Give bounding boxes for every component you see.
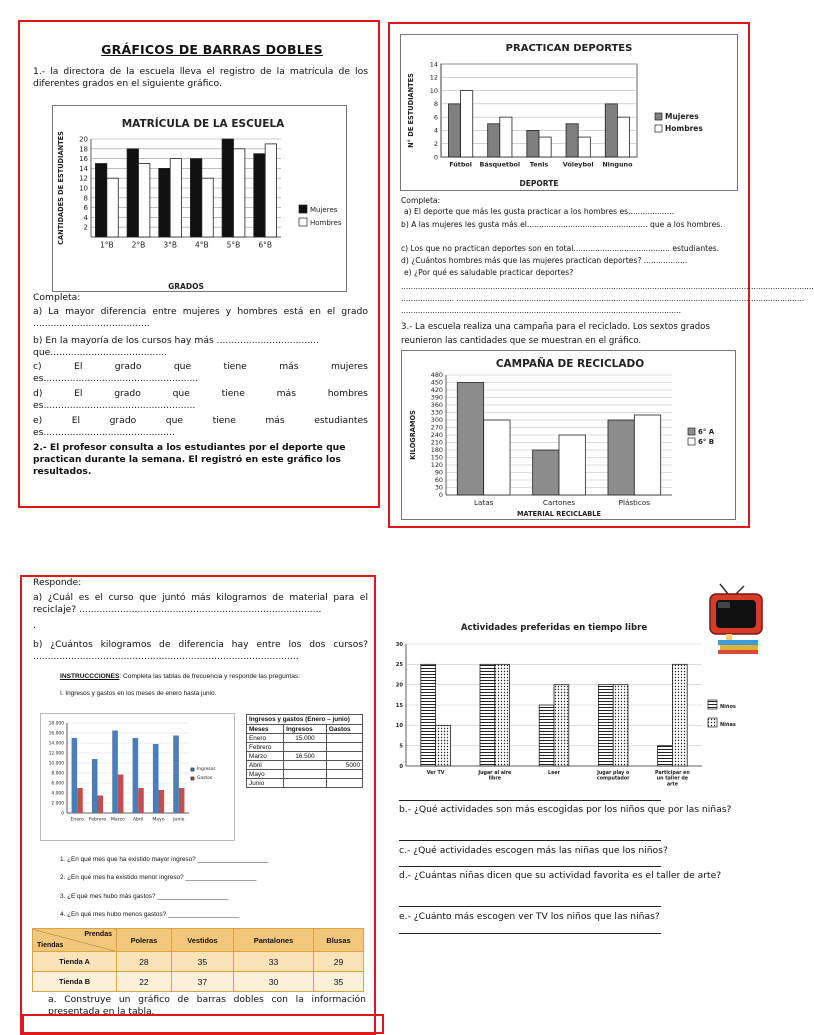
bar <box>605 104 617 157</box>
answer-rule <box>399 866 661 867</box>
bar <box>461 91 473 157</box>
x-tick-label: 2°B <box>131 240 146 250</box>
word: El <box>74 388 83 399</box>
table-header: Gastos <box>326 725 362 734</box>
table-row <box>247 734 363 743</box>
y-tick-label: 2 <box>433 139 438 148</box>
corner-cell <box>33 929 117 952</box>
tienda-name: Tienda A <box>33 952 117 972</box>
y-axis-label: N° DE ESTUDIANTES <box>407 73 415 148</box>
y-tick-label: 90 <box>434 468 443 477</box>
y-tick-label: 16 <box>79 155 88 164</box>
table-row <box>247 779 363 788</box>
question-2: 2.- El profesor consulta a los estudiantes por el deporte que practican durante la semana. El registró en este gráfico los resultados. <box>33 442 346 477</box>
x-tick-label: Ver TV <box>426 770 445 776</box>
chart-title: CAMPAÑA DE RECICLADO <box>495 358 645 370</box>
bar <box>500 117 512 157</box>
y-tick-label: 15 <box>395 702 403 709</box>
instructions-heading: INSTRUCCCIONES <box>60 673 120 680</box>
bar <box>127 149 138 237</box>
x-tick-label: Junio <box>173 817 185 823</box>
y-tick-label: 20 <box>79 135 88 144</box>
question-1c-line2: es..................................................... <box>33 373 199 384</box>
y-tick-label: 210 <box>430 438 443 447</box>
y-tick-label: 4 <box>433 126 438 135</box>
word: grado <box>109 415 137 426</box>
x-tick-label: Fútbol <box>449 160 473 169</box>
table-cell: Enero <box>247 734 284 743</box>
page-title: GRÁFICOS DE BARRAS DOBLES <box>101 42 323 57</box>
bottom-redbox <box>22 1014 384 1034</box>
legend-label: Niños <box>720 704 736 710</box>
legend-label: Mujeres <box>665 112 699 121</box>
matricula-chart-frame <box>52 105 347 292</box>
ingresos-table <box>246 714 363 788</box>
question-3a: a) ¿Cuál es el curso que juntó más kilogramos de material para el reciclaje? ................................................................................... <box>33 592 368 615</box>
table-row <box>247 752 363 761</box>
y-axis-label: KILOGRAMOS <box>409 410 417 460</box>
bar <box>436 725 451 766</box>
y-tick-label: 150 <box>430 453 443 462</box>
completa-label-2: Completa: <box>401 196 441 205</box>
y-tick-label: 8.000 <box>51 771 64 777</box>
table-cell <box>284 770 327 779</box>
x-tick-label: Febrero <box>88 817 107 823</box>
bar <box>170 159 181 237</box>
bar <box>533 450 559 495</box>
legend-label: Hombres <box>310 219 342 227</box>
table-cell <box>326 779 362 788</box>
question-1b-line2: que........................................ <box>33 347 168 358</box>
x-tick-label: Plásticos <box>618 498 651 508</box>
table-cell: Junio <box>247 779 284 788</box>
question-1c-line1 <box>33 361 368 373</box>
question-2e: e) ¿Por qué es saludable practicar deportes? <box>404 268 574 277</box>
bar <box>153 744 159 813</box>
y-tick-label: 8 <box>433 100 438 109</box>
x-tick-label: Marzo <box>110 817 125 823</box>
income-question-4: 4. ¿En qué mes hubo menos gastos? ____________________ <box>60 911 240 918</box>
tienda-value: 22 <box>117 972 172 992</box>
answer-rule <box>399 933 661 934</box>
question-2b: b) A las mujeres les gusta más el.................................................. que a los hombres. <box>401 220 723 229</box>
x-tick-label: 5°B <box>226 240 241 250</box>
income-question-3: 3. ¿E qué mes hubo más gastos? ____________________ <box>60 893 229 900</box>
y-tick-label: 10.000 <box>48 761 64 767</box>
tienda-value: 35 <box>314 972 364 992</box>
legend-label: Gastos <box>197 776 213 781</box>
y-tick-label: 16.000 <box>48 731 64 737</box>
x-tick-label: 4°B <box>194 240 209 250</box>
x-tick-label: Latas <box>473 498 494 508</box>
bar <box>222 139 233 237</box>
x-tick-label: Enero <box>70 817 84 823</box>
word: grado <box>114 361 142 372</box>
y-tick-label: 120 <box>430 461 443 470</box>
dot-mark: . <box>33 620 36 631</box>
question-1d-line1 <box>33 388 368 400</box>
y-tick-label: 300 <box>430 416 443 425</box>
y-tick-label: 12 <box>79 174 88 183</box>
chart-title: MATRÍCULA DE LA ESCUELA <box>121 118 285 130</box>
y-tick-label: 30 <box>434 483 443 492</box>
bar <box>421 664 436 766</box>
instructions-text: : Completa las tablas de frecuencia y responde las preguntas: <box>119 673 301 680</box>
bar <box>190 159 201 237</box>
bar <box>107 178 118 237</box>
ingresos-chart <box>41 714 234 840</box>
table-cell: Marzo <box>247 752 284 761</box>
table-title: Ingresos y gastos (Enero – junio) <box>247 715 363 725</box>
x-tick-label: Vóleybol <box>562 160 594 169</box>
tiendas-row <box>33 972 364 992</box>
table-cell: Abril <box>247 761 284 770</box>
bar <box>139 164 150 238</box>
tiendas-header-row <box>33 929 364 952</box>
table-row <box>247 770 363 779</box>
y-tick-label: 25 <box>395 662 403 669</box>
x-tick-label: Básquetbol <box>479 160 521 169</box>
bar <box>95 164 106 238</box>
chart-title: Actividades preferidas en tiempo libre <box>460 623 648 633</box>
tienda-value: 33 <box>233 952 313 972</box>
bar <box>234 149 245 237</box>
legend-swatch <box>191 768 194 771</box>
table-cell: 16.500 <box>284 752 327 761</box>
x-tick-label: computador <box>596 776 630 782</box>
table-cell <box>284 743 327 752</box>
bar <box>159 168 170 237</box>
x-tick-label: Tenis <box>529 160 549 169</box>
x-tick-label: arte <box>666 782 678 788</box>
bar <box>527 130 539 157</box>
x-axis-label: MATERIAL RECICLABLE <box>516 510 602 518</box>
ingresos-chart-frame <box>40 713 235 841</box>
y-tick-label: 480 <box>430 371 443 380</box>
table-cell <box>284 761 327 770</box>
bar <box>613 685 628 766</box>
bar <box>566 124 578 157</box>
y-tick-label: 0 <box>61 811 64 817</box>
question-2a: a) El deporte que más les gusta practicar a los hombres es................... <box>404 207 675 216</box>
question-4b: b.- ¿Qué actividades son más escogidas por los niños que por las niñas? <box>399 804 732 815</box>
table-cell: 15.000 <box>284 734 327 743</box>
tienda-value: 28 <box>117 952 172 972</box>
bar <box>608 420 634 495</box>
bar <box>179 788 185 813</box>
corner-label-top: Prendas <box>84 931 112 938</box>
y-tick-label: 12 <box>429 73 438 82</box>
x-tick-label: Cartones <box>542 498 576 508</box>
bar <box>658 746 673 766</box>
x-tick-label: 1°B <box>99 240 114 250</box>
actividades-chart <box>392 616 754 796</box>
legend-label: 6° B <box>698 438 715 446</box>
bar <box>112 731 118 814</box>
y-tick-label: 6 <box>433 113 438 122</box>
deportes-chart <box>401 35 737 190</box>
table-cell <box>326 770 362 779</box>
y-tick-label: 0 <box>399 763 403 770</box>
legend-swatch <box>655 113 662 120</box>
y-tick-label: 6.000 <box>51 781 64 787</box>
bar <box>634 415 660 495</box>
y-tick-label: 8 <box>83 194 88 203</box>
question-1a: a) La mayor diferencia entre mujeres y hombres está en el grado ........................................ <box>33 306 368 329</box>
answer-line: ........................................................................................................................................................................... <box>401 282 814 291</box>
x-tick-label: Jugar al aire <box>478 770 512 776</box>
bar <box>448 104 460 157</box>
y-tick-label: 10 <box>395 723 403 730</box>
question-2d: d) ¿Cuántos hombres más que las mujeres practican deportes? .................. <box>401 256 688 265</box>
x-tick-label: Participar en <box>655 770 690 776</box>
bar <box>202 178 213 237</box>
legend-swatch <box>299 205 307 213</box>
y-tick-label: 20 <box>395 682 403 689</box>
bar <box>118 775 124 814</box>
responde-label: Responde: <box>33 577 82 588</box>
y-axis-label: CANTIDADES DE ESTUDIANTES <box>57 131 65 245</box>
tiendas-header: Poleras <box>117 929 172 952</box>
bar <box>539 705 554 766</box>
table-row <box>247 761 363 770</box>
question-1d-line2: es.................................................... <box>33 400 196 411</box>
x-axis-label: DEPORTE <box>519 179 559 188</box>
y-tick-label: 60 <box>434 476 443 485</box>
y-tick-label: 5 <box>399 743 403 750</box>
table-cell <box>284 779 327 788</box>
tienda-name: Tienda B <box>33 972 117 992</box>
bar <box>457 383 483 496</box>
y-tick-label: 2.000 <box>51 801 64 807</box>
legend-swatch <box>191 777 194 780</box>
y-tick-label: 14 <box>79 164 88 173</box>
bar <box>173 736 179 814</box>
y-tick-label: 10 <box>79 184 88 193</box>
x-tick-label: Jugar play o <box>597 770 630 776</box>
bar <box>672 664 687 766</box>
word: hombres <box>327 388 368 399</box>
word: tiene <box>223 361 247 372</box>
answer-rule <box>399 800 661 801</box>
bar <box>484 420 510 495</box>
tienda-value: 37 <box>171 972 233 992</box>
question-3b: b) ¿Cuántos kilogramos de diferencia hay entre los dos cursos? ........................................................................................... <box>33 639 368 662</box>
word: que <box>173 361 192 372</box>
table-cell: 5000 <box>326 761 362 770</box>
tienda-value: 30 <box>233 972 313 992</box>
y-tick-label: 4 <box>83 213 88 222</box>
legend-swatch <box>655 125 662 132</box>
y-tick-label: 6 <box>83 204 88 213</box>
legend-label: 6° A <box>698 428 715 436</box>
reciclado-chart-frame <box>401 350 736 520</box>
x-tick-label: Mayo <box>152 817 165 823</box>
table-row <box>247 743 363 752</box>
bar <box>159 790 165 813</box>
matricula-chart <box>53 106 346 291</box>
bar <box>77 788 83 813</box>
word: que <box>172 388 190 399</box>
bar <box>133 738 139 813</box>
answer-rule <box>399 906 661 907</box>
y-tick-label: 18 <box>79 145 88 154</box>
table-cell <box>326 752 362 761</box>
word: mujeres <box>330 361 368 372</box>
word: más <box>276 388 296 399</box>
answer-line: .................................................................................................................... <box>401 306 682 315</box>
legend-label: Hombres <box>665 124 703 133</box>
legend-swatch <box>708 718 717 727</box>
legend-swatch <box>299 218 307 226</box>
bar <box>480 664 495 766</box>
y-tick-label: 0 <box>438 491 443 500</box>
y-tick-label: 12.000 <box>48 751 64 757</box>
tiendas-header: Blusas <box>314 929 364 952</box>
word: d) <box>33 388 43 399</box>
y-tick-label: 14 <box>429 60 438 69</box>
tienda-value: 35 <box>171 952 233 972</box>
y-tick-label: 10 <box>429 86 438 95</box>
word: El <box>74 361 83 372</box>
tiendas-row <box>33 952 364 972</box>
word: El <box>71 415 81 426</box>
x-tick-label: Leer <box>548 770 560 776</box>
question-1e-line1 <box>33 415 368 427</box>
bar <box>265 144 276 237</box>
y-tick-label: 420 <box>430 386 443 395</box>
bar <box>138 788 144 813</box>
tiendas-table <box>32 928 364 992</box>
y-tick-label: 18.000 <box>48 721 64 727</box>
bar <box>495 664 510 766</box>
tiendas-header: Vestidos <box>171 929 233 952</box>
legend-swatch <box>708 700 717 709</box>
question-1e-line2: es............................................. <box>33 427 175 438</box>
y-tick-label: 4.000 <box>51 791 64 797</box>
bar <box>98 796 104 814</box>
word: más <box>279 361 299 372</box>
bar <box>578 137 590 157</box>
corner-label-bottom: Tiendas <box>37 942 64 949</box>
question-4e: e.- ¿Cuánto más escogen ver TV los niños que las niñas? <box>399 911 660 922</box>
intro-text: 1.- la directora de la escuela lleva el registro de la matrícula de los diferentes grados en el siguiente gráfico. <box>33 66 368 89</box>
legend-label: Ingresos <box>197 767 216 772</box>
x-tick-label: Ninguno <box>602 160 633 169</box>
table-cell <box>326 734 362 743</box>
table-header-row <box>247 725 363 734</box>
y-tick-label: 270 <box>430 423 443 432</box>
y-tick-label: 390 <box>430 393 443 402</box>
table-cell <box>326 743 362 752</box>
instructions-sub: I. Ingresos y gastos en los meses de enero hasta junio. <box>60 690 217 697</box>
table-cell: Febrero <box>247 743 284 752</box>
deportes-chart-frame <box>400 34 738 191</box>
x-tick-label: 3°B <box>163 240 178 250</box>
table-header: Meses <box>247 725 284 734</box>
bar <box>559 435 585 495</box>
y-tick-label: 14.000 <box>48 741 64 747</box>
x-tick-label: Abril <box>132 817 144 823</box>
x-axis-label: GRADOS <box>168 282 204 291</box>
word: más <box>265 415 285 426</box>
x-tick-label: un taller de <box>656 776 689 782</box>
word: tiene <box>212 415 236 426</box>
word: e) <box>33 415 43 426</box>
answer-rule <box>399 840 661 841</box>
tiendas-header: Pantalones <box>233 929 313 952</box>
y-tick-label: 180 <box>430 446 443 455</box>
bar <box>617 117 629 157</box>
chart-title: PRACTICAN DEPORTES <box>505 43 633 54</box>
tienda-value: 29 <box>314 952 364 972</box>
word: que <box>165 415 184 426</box>
y-tick-label: 360 <box>430 401 443 410</box>
income-question-2: 2. ¿En qué mes ha existido menor ingreso? ____________________ <box>60 874 257 881</box>
word: grado <box>114 388 141 399</box>
bar <box>598 685 613 766</box>
question-4c: c.- ¿Qué actividades escogen más las niñas que los niños? <box>399 845 668 856</box>
bar <box>72 738 78 813</box>
word: c) <box>33 361 42 372</box>
task-a: a. Construye un gráfico de barras dobles con la información presentada en la tabla. <box>48 994 366 1017</box>
instructions <box>60 673 300 680</box>
y-tick-label: 240 <box>430 431 443 440</box>
question-3: 3.- La escuela realiza una campaña para el reciclado. Los sextos grados reunieron las cantidades que se muestran en el gráfico. <box>401 322 710 346</box>
question-1b-line1: b) En la mayoría de los cursos hay más ................................... <box>33 335 319 346</box>
legend-swatch <box>688 428 695 435</box>
y-tick-label: 450 <box>430 378 443 387</box>
word: tiene <box>221 388 245 399</box>
x-tick-label: libre <box>488 776 501 782</box>
legend-label: Niñas <box>720 722 736 728</box>
legend-swatch <box>688 438 695 445</box>
x-tick-label: 6°B <box>258 240 273 250</box>
bar <box>92 759 98 813</box>
income-question-1: 1. ¿En qué mes que ha existido mayor ingreso? ____________________ <box>60 856 269 863</box>
y-tick-label: 2 <box>83 223 88 232</box>
bar <box>488 124 500 157</box>
actividades-chart-wrap <box>392 616 754 796</box>
word: estudiantes <box>314 415 368 426</box>
answer-line: ...................... ................................................................................................................................................ <box>401 294 805 303</box>
table-cell: Mayo <box>247 770 284 779</box>
table-header: Ingresos <box>284 725 327 734</box>
question-4d: d.- ¿Cuántas niñas dicen que su actividad favorita es el taller de arte? <box>399 870 722 881</box>
question-2c: c) Los que no practican deportes son en total........................................ estudiantes. <box>401 244 720 253</box>
legend-label: Mujeres <box>310 206 338 214</box>
y-tick-label: 0 <box>433 153 438 162</box>
bar <box>554 685 569 766</box>
y-tick-label: 330 <box>430 408 443 417</box>
bar <box>539 137 551 157</box>
y-tick-label: 30 <box>395 641 403 648</box>
bar <box>254 154 265 237</box>
reciclado-chart <box>402 351 735 519</box>
completa-label: Completa: <box>33 292 81 303</box>
